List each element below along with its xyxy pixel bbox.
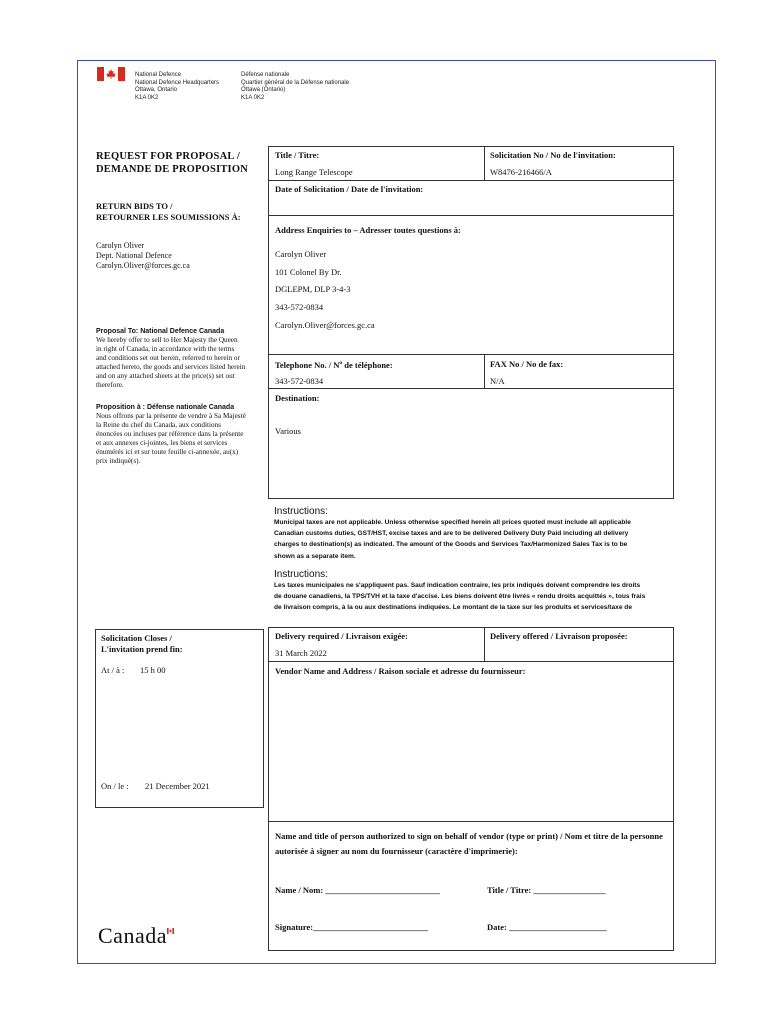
divider (484, 354, 485, 388)
vendor-name-address-label: Vendor Name and Address / Raison sociale et adresse du fournisseur: (275, 666, 526, 676)
header-en-line: Ottawa, Ontario (135, 87, 178, 93)
signature-field[interactable]: Signature:___________________________ (275, 922, 428, 932)
instructions-en-line: Municipal taxes are not applicable. Unless otherwise specified herein all prices quoted must include all applicable (274, 519, 631, 526)
destination-label: Destination: (275, 393, 320, 403)
return-bids-fr: RETOURNER LES SOUMISSIONS À: (96, 211, 241, 222)
proposal-fr-line: énoncées ou incluses par référence dans la présente (96, 429, 244, 438)
solicitation-number-label: Solicitation No / No de l'invitation: (490, 150, 616, 160)
wordmark-flag-icon (167, 928, 174, 934)
proposal-fr-line: Nous offrons par la présente de vendre à Sa Majesté (96, 412, 246, 420)
proposal-fr-line: prix indiqué(s). (96, 456, 141, 465)
header-english (135, 72, 219, 102)
closes-time-value: 15 h 00 (140, 665, 166, 675)
enquiries-line: Carolyn.Oliver@forces.gc.ca (275, 320, 375, 330)
instructions-en-line: charges to destination(s) as indicated. The amount of the Goods and Services Tax/Harmonized Sales Tax is to be (274, 541, 628, 549)
header-en-line: K1A 0K2 (135, 94, 159, 101)
proposal-fr-heading: Proposition à : Défense nationale Canada (96, 404, 235, 411)
proposal-fr-line: et aux annexes ci-jointes, les biens et services (96, 438, 228, 447)
proposal-en (96, 328, 264, 389)
canada-flag-icon (97, 67, 125, 81)
divider (268, 215, 674, 216)
enquiries-line: DGLEPM, DLP 3-4-3 (275, 284, 351, 294)
telephone-value: 343-572-0834 (275, 376, 324, 386)
closes-at-label: At / à : (101, 665, 125, 675)
return-dept: Dept. National Defence (96, 250, 172, 260)
authorized-person-label (275, 829, 663, 859)
enquiries-line: Carolyn Oliver (275, 249, 327, 259)
name-field[interactable]: Name / Nom: ___________________________ (275, 885, 441, 895)
document-title-fr: DEMANDE DE PROPOSITION (96, 164, 248, 175)
proposal-en-line: We hereby offer to sell to Her Majesty the Queen (96, 336, 238, 344)
divider (268, 354, 674, 355)
closes-date-value: 21 December 2021 (145, 781, 210, 791)
proposal-en-line: in right of Canada, in accordance with the terms (96, 344, 235, 353)
document-title-en: REQUEST FOR PROPOSAL / (96, 151, 240, 162)
enquiries-line: 101 Colonel By Dr. (275, 267, 342, 277)
destination-value: Various (275, 426, 301, 436)
telephone-label-part: de téléphone: (342, 360, 393, 370)
proposal-fr-line: la Reine du chef du Canada, aux conditions (96, 420, 221, 429)
return-bids-heading (96, 201, 241, 222)
fax-value: N/A (490, 376, 505, 386)
header-fr-line: Ottawa (Ontario) (241, 87, 286, 93)
proposal-fr (96, 404, 264, 465)
proposal-en-line: and on any attached sheets at the price(s) set out (96, 371, 235, 380)
instructions-fr-line: de douane canadiens, la TPS/TVH et la taxe d'accise. Les biens doivent être livrés « rendu droits acquittés », tous frais (274, 593, 646, 601)
closes-label-fr: L'invitation prend fin: (101, 644, 183, 654)
delivery-required-label: Delivery required / Livraison exigée: (275, 631, 408, 641)
instructions-en-text (274, 517, 666, 562)
canada-wordmark (98, 923, 167, 949)
delivery-required-value: 31 March 2022 (275, 648, 327, 658)
header-en-line: National Defence (135, 72, 182, 78)
fax-label: FAX No / No de fax: (490, 359, 564, 369)
canada-wordmark-text: Canada (98, 923, 167, 948)
proposal-en-text (96, 336, 264, 389)
solicitation-number-value: W8476-216466/A (490, 167, 552, 177)
title-field[interactable]: Title / Titre: _________________ (487, 885, 606, 895)
instructions-fr-heading: Instructions: (274, 569, 328, 580)
divider (268, 388, 674, 389)
telephone-label (275, 360, 393, 370)
return-contact (96, 241, 190, 270)
authorized-person-line: autorisée à signer au nom du fournisseur (caractère d'imprimerie): (275, 846, 518, 856)
document-title (96, 150, 248, 176)
closes-on-label: On / le : (101, 781, 129, 791)
enquiries-label: Address Enquiries to – Adresser toutes questions à: (275, 225, 461, 235)
header-fr-line: K1A 0K2 (241, 94, 265, 101)
date-field[interactable]: Date: _______________________ (487, 922, 607, 932)
return-email: Carolyn.Oliver@forces.gc.ca (96, 260, 190, 270)
instructions-fr-line: de livraison compris, à la ou aux destinations indiquées. Le montant de la taxe sur les produits et services/taxe de (274, 604, 633, 612)
delivery-offered-label: Delivery offered / Livraison proposée: (490, 631, 628, 641)
title-label: Title / Titre: (275, 150, 320, 160)
header-fr-line: Quartier général de la Défense nationale (241, 79, 350, 86)
solicitation-date-label: Date of Solicitation / Date de l'invitation: (275, 184, 424, 194)
proposal-fr-text (96, 412, 264, 465)
closes-label-en: Solicitation Closes / (101, 633, 172, 643)
title-value: Long Range Telescope (275, 167, 353, 177)
instructions-en-heading: Instructions: (274, 506, 328, 517)
divider (268, 661, 674, 662)
header-french (241, 72, 349, 102)
enquiries-line: 343-572-0834 (275, 302, 324, 312)
telephone-label-superscript: o (339, 360, 343, 367)
proposal-fr-line: énumérés ici et sur toute feuille ci-annexée, au(x) (96, 447, 239, 456)
header-fr-line: Défense nationale (241, 72, 290, 78)
proposal-en-line: and conditions set out herein, referred to herein or (96, 353, 240, 362)
divider (268, 180, 674, 181)
instructions-en-line: Canadian customs duties, GST/HST, excise taxes and are to be delivered Delivery Duty Paid including all delivery (274, 530, 629, 538)
header-en-line: National Defence Headquarters (135, 79, 220, 86)
proposal-en-heading: Proposal To: National Defence Canada (96, 328, 225, 335)
proposal-en-line: attached hereto, the goods and services listed herein (96, 362, 246, 371)
divider (268, 821, 674, 822)
instructions-en-line: shown as a separate item. (274, 552, 356, 560)
divider (484, 146, 485, 180)
proposal-en-line: therefore. (96, 380, 124, 389)
closes-label (101, 633, 183, 655)
return-name: Carolyn Oliver (96, 241, 145, 250)
return-bids-en: RETURN BIDS TO / (96, 201, 173, 211)
authorized-person-line: Name and title of person authorized to sign on behalf of vendor (type or print) / Nom et titre de la personne (275, 831, 663, 841)
telephone-label-part: Telephone No. / N (275, 360, 340, 370)
divider (484, 627, 485, 661)
instructions-fr-line: Les taxes municipales ne s'appliquent pas. Sauf indication contraire, les prix indiqués doivent comprendre les droits (274, 582, 641, 589)
instructions-fr-text (274, 580, 666, 614)
